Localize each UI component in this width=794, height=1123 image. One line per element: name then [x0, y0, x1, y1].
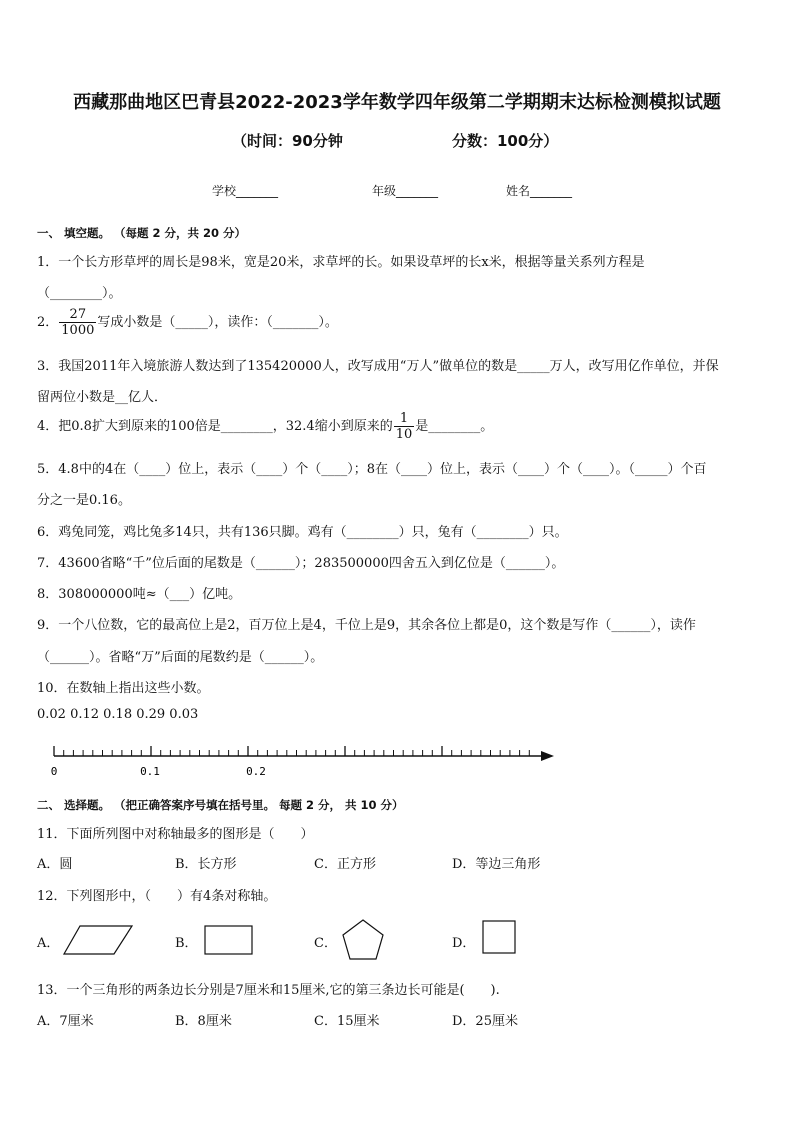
option-11-c: C．正方形	[314, 857, 376, 872]
option-13-d: D．25厘米	[452, 1014, 518, 1029]
grade-field: 年级_______	[372, 184, 439, 198]
question-4-text: 是________。	[415, 419, 494, 434]
question-12: 12．下列图形中，（ ）有4条对称轴。	[37, 889, 277, 904]
option-12-a: A．	[37, 936, 60, 951]
fraction-denominator: 1000	[61, 323, 95, 338]
parallelogram-shape	[62, 924, 134, 956]
page-title: 西藏那曲地区巴青县2022-2023学年数学四年级第二学期期末达标检测模拟试题	[73, 92, 721, 113]
question-2	[37, 307, 338, 338]
fraction-numerator: 1	[394, 411, 415, 427]
option-11-b: B．长方形	[175, 857, 237, 872]
question-3-line-2: 留两位小数是__亿人．	[37, 390, 168, 405]
question-5-line-2: 分之一是0.16。	[37, 493, 131, 508]
question-9-line-2: （______）。省略“万”后面的尾数约是（______）。	[37, 650, 324, 665]
option-13-b: B．8厘米	[175, 1014, 232, 1029]
question-13: 13．一个三角形的两条边长分别是7厘米和15厘米,它的第三条边长可能是( ).	[37, 983, 500, 998]
question-10-values: 0.02 0.12 0.18 0.29 0.03	[37, 707, 199, 722]
question-7: 7．43600省略“千”位后面的尾数是（______）；283500000四舍五入到亿位是（______）。	[37, 556, 565, 571]
square-shape	[481, 919, 517, 955]
fraction-27-1000	[59, 307, 96, 338]
question-2-prefix: 2．	[37, 315, 59, 330]
rectangle-shape	[203, 924, 255, 956]
name-field: 姓名_______	[506, 184, 573, 198]
school-field: 学校_______	[212, 184, 279, 198]
exam-time: （时间：90分钟	[232, 132, 343, 150]
number-line-ticks	[54, 746, 529, 756]
question-8: 8．308000000吨≈（___）亿吨。	[37, 587, 242, 602]
question-1-line-1: 1．一个长方形草坪的周长是98米，宽是20米，求草坪的长。如果设草坪的长x米，根据等量关系列方程是	[37, 255, 645, 270]
question-5-line-1: 5．4.8中的4在（____）位上，表示（____）个（____）；8在（____）位上，表示（____）个（____）。（_____）个百	[37, 462, 707, 477]
option-13-a: A．7厘米	[37, 1014, 94, 1029]
option-11-a: A．圆	[37, 857, 73, 872]
question-4-prefix: 4．把0.8扩大到原来的100倍是________，32.4缩小到原来的	[37, 419, 393, 434]
question-3-line-1: 3．我国2011年入境旅游人数达到了135420000人，改写成用“万人”做单位的数是_____万人，改写用亿作单位，并保	[37, 359, 719, 374]
section-1-heading: 一、 填空题。 （每题 2 分，共 20 分）	[37, 226, 247, 240]
question-1-line-2: （________）。	[37, 286, 122, 301]
question-10: 10．在数轴上指出这些小数。	[37, 681, 210, 696]
question-11: 11．下面所列图中对称轴最多的图形是（ ）	[37, 827, 314, 842]
question-4	[37, 411, 493, 442]
pentagon-shape	[340, 918, 386, 962]
option-12-b: B．	[175, 936, 198, 951]
number-line	[38, 738, 598, 782]
question-9-line-1: 9．一个八位数，它的最高位上是2，百万位上是4，千位上是9，其余各位上都是0，这个数是写作（______），读作	[37, 618, 696, 633]
fraction-numerator: 27	[59, 307, 96, 323]
fraction-denominator: 10	[395, 427, 413, 442]
option-13-c: C．15厘米	[314, 1014, 380, 1029]
number-line-arrow	[541, 751, 554, 761]
axis-label-0.1: 0.1	[140, 765, 160, 778]
option-11-d: D．等边三角形	[452, 857, 541, 872]
option-12-d: D．	[452, 936, 476, 951]
fraction-1-10	[394, 411, 415, 442]
axis-label-0: 0	[50, 765, 58, 778]
question-2-text: 写成小数是（_____），读作：（_______）。	[97, 315, 338, 330]
section-2-heading: 二、 选择题。 （把正确答案序号填在括号里。 每题 2 分， 共 10 分）	[37, 798, 404, 812]
exam-score: 分数：100分）	[452, 132, 559, 150]
option-12-c: C．	[314, 936, 337, 951]
question-6: 6．鸡兔同笼，鸡比兔多14只，共有136只脚。鸡有（________）只，兔有（________）只。	[37, 525, 568, 540]
axis-label-0.2: 0.2	[246, 765, 266, 778]
